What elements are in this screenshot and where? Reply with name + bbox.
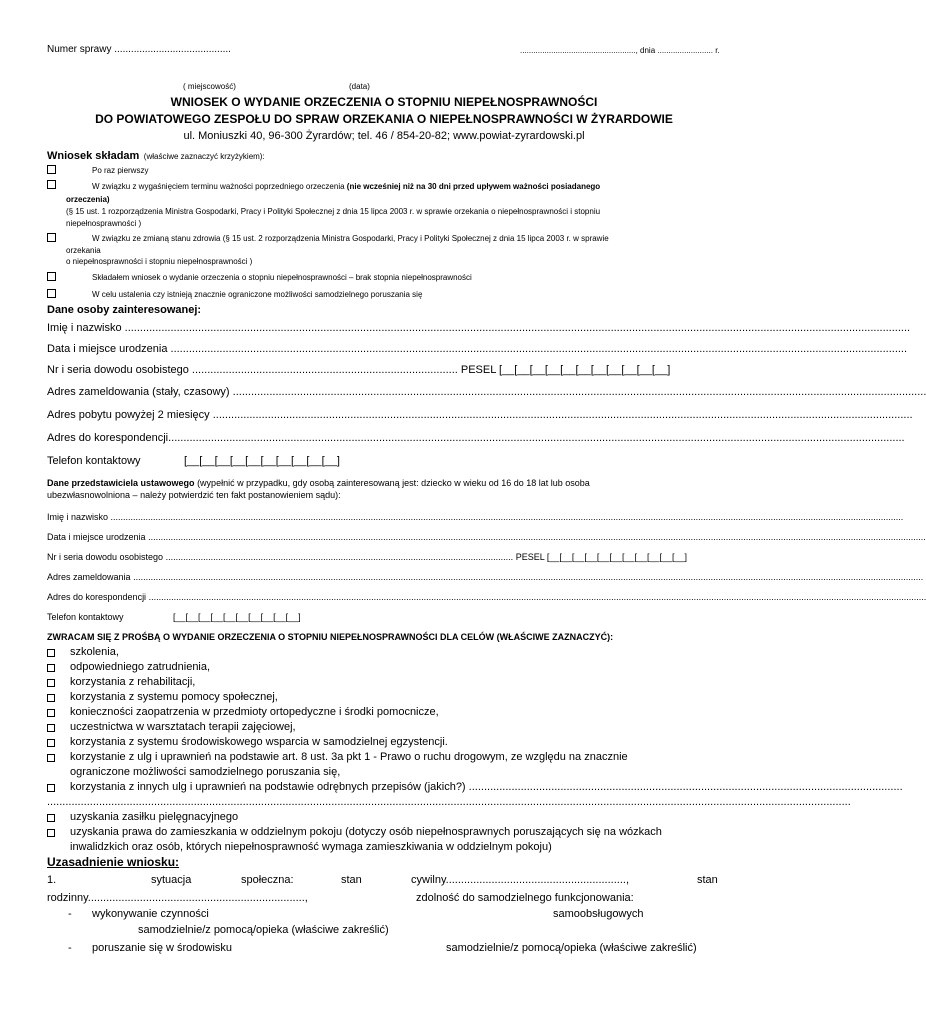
justification-word: społeczna: <box>241 874 294 886</box>
option-expiry-legal: (§ 15 ust. 1 rozporządzenia Ministra Gospodarki, Pracy i Polityki Społecznej z dnia 15 lipca 2003 r. w sprawie orzekania o niepełnosprawności i stopniu <box>66 207 601 216</box>
person-address-corr-row: Adres do korespondencji................................................................................................................................................................................................................................................. <box>47 432 905 444</box>
justification-number: 1. <box>47 874 57 886</box>
person-heading: Dane osoby zainteresowanej: <box>47 304 202 316</box>
person-birth-row: Data i miejsce urodzenia ................................................................................................................................................................................................................................................. <box>47 343 908 355</box>
purpose-other-field-cont[interactable]: ....................................................................................................................................................................................................................................................................... <box>47 796 851 808</box>
purpose-checkbox[interactable] <box>47 814 55 822</box>
person-id-field[interactable]: ....................................................................................... <box>191 364 458 376</box>
rep-pesel-field[interactable]: [__[__[__[__[__[__[__[__[__[__[__] <box>546 552 688 562</box>
justification-word: stan <box>341 874 362 886</box>
option-mobility-label: W celu ustalenia czy istnieją znacznie ograniczone możliwości samodzielnego poruszania się <box>92 290 423 299</box>
option-first-time-checkbox[interactable] <box>47 165 56 174</box>
purpose-checkbox[interactable] <box>47 709 55 717</box>
place-date-line: ...................................................., dnia ......................... r. <box>520 46 720 55</box>
person-address-reg-field[interactable]: ................................................................................................................................................................................................................................... <box>232 386 926 398</box>
rep-address-corr-row: Adres do korespondencji ....................................................................................................................................................................................................................................................................................................................... <box>47 592 926 602</box>
purpose-label: uczestnictwa w warsztatach terapii zajęciowej, <box>70 721 296 733</box>
family-status-row: rodzinny......................................................................., <box>47 892 308 904</box>
purpose-label: szkolenia, <box>70 646 119 658</box>
justification-word: stan <box>697 874 718 886</box>
date-caption: (data) <box>349 82 370 91</box>
dash-bullet: - <box>68 908 72 920</box>
purpose-label: konieczności zaopatrzenia w przedmioty ortopedyczne i środki pomocnicze, <box>70 706 439 718</box>
purpose-label: korzystania z systemu środowiskowego wsparcia w samodzielnej egzystencji. <box>70 736 448 748</box>
person-phone-row: Telefon kontaktowy <box>47 455 141 467</box>
purpose-label-cont: ograniczone możliwości samodzielnego poruszania się, <box>70 766 341 778</box>
activity-self-care-right: samoobsługowych <box>553 908 644 920</box>
rep-heading-note: ubezwłasnowolniona – należy potwierdzić ten fakt postanowieniem sądu): <box>47 490 341 500</box>
case-number-field[interactable]: .......................................... <box>114 44 231 55</box>
option-expiry-legal-cont: niepełnosprawności ) <box>66 219 142 228</box>
purpose-checkbox[interactable] <box>47 829 55 837</box>
person-birth-field[interactable]: ................................................................................................................................................................................................................................................. <box>170 343 908 355</box>
purpose-checkbox[interactable] <box>47 664 55 672</box>
rep-id-field[interactable]: ........................................................................................................................................... <box>165 552 514 562</box>
option-expiry-label: W związku z wygaśnięciem terminu ważności poprzedniego orzeczenia (nie wcześniej niż na 30 dni przed upływem ważności posiadanego <box>92 182 601 191</box>
activity-self-care-label: wykonywanie czynności <box>92 908 209 920</box>
purpose-checkbox[interactable] <box>47 724 55 732</box>
rep-name-field[interactable]: ............................................................................................................................................................................................................................................................................................................................. <box>110 512 904 522</box>
person-pesel-field[interactable]: [__[__[__[__[__[__[__[__[__[__[__] <box>499 364 671 376</box>
capacity-label: zdolność do samodzielnego funkcjonowania: <box>416 892 634 904</box>
dash-bullet: - <box>68 942 72 954</box>
person-address-corr-field[interactable]: ................................................................................................................................................................................................................................................. <box>168 432 905 444</box>
option-no-degree-label: Składałem wniosek o wydanie orzeczenia o stopniu niepełnosprawności – brak stopnia niepełnosprawności <box>92 273 472 282</box>
purpose-label: uzyskania prawa do zamieszkania w oddzielnym pokoju (dotyczy osób niepełnosprawnych poruszających się na wózkach <box>70 826 662 838</box>
office-address: ul. Moniuszki 40, 96-300 Żyrardów; tel. 46 / 854-20-82; www.powiat-zyrardowski.pl <box>183 130 585 142</box>
option-health-change-cont: orzekania <box>66 246 101 255</box>
justification-word: sytuacja <box>151 874 192 886</box>
rep-heading: Dane przedstawiciela ustawowego (wypełnić w przypadku, gdy osobą zainteresowaną jest: dziecko w wieku od 16 do 18 lat lub osoba <box>47 478 590 488</box>
marital-status-field[interactable]: ..........................................................., <box>445 874 630 886</box>
purpose-label: odpowiedniego zatrudnienia, <box>70 661 211 673</box>
form-title-line2: DO POWIATOWEGO ZESPOŁU DO SPRAW ORZEKANIA O NIEPEŁNOSPRAWNOŚCI W ŻYRARDOWIE <box>95 112 673 126</box>
rep-phone-field[interactable]: [__[__[__[__[__[__[__[__[__[__] <box>173 612 301 622</box>
rep-birth-field[interactable]: ....................................................................................................................................................................................................................................................................................................................... <box>148 532 926 542</box>
person-name-field[interactable]: ................................................................................................................................................................................................................................................................. <box>124 322 911 334</box>
purpose-label: korzystania z rehabilitacji, <box>70 676 196 688</box>
purpose-label-cont: inwalidzkich oraz osób, których niepełnosprawność wymaga zamieszkiwania w oddzielnym pokoju) <box>70 841 552 853</box>
family-status-field[interactable]: ......................................................................., <box>87 892 308 904</box>
rep-address-reg-field[interactable]: ............................................................................................................................................................................................................................................................................................................................ <box>133 572 924 582</box>
purpose-other-row: korzystania z innych ulg i uprawnień na podstawie odrębnych przepisów (jakich?) .............................................................................................................................................. <box>70 781 903 793</box>
rep-address-corr-field[interactable]: ....................................................................................................................................................................................................................................................................................................................... <box>148 592 926 602</box>
person-address-reg-row: Adres zameldowania (stały, czasowy) ................................................................................................................................................................................................................................... <box>47 386 926 398</box>
place-caption: ( miejscowość) <box>183 82 236 91</box>
purpose-checkbox[interactable] <box>47 739 55 747</box>
person-name-row: Imię i nazwisko ................................................................................................................................................................................................................................................................. <box>47 322 911 334</box>
activity-mobility-options[interactable]: samodzielnie/z pomocą/opieka (właściwe zakreślić) <box>446 942 697 954</box>
date-field[interactable]: ......................... <box>657 46 713 55</box>
purpose-other-field[interactable]: .............................................................................................................................................. <box>468 781 903 793</box>
form-title-line1: WNIOSEK O WYDANIE ORZECZENIA O STOPNIU NIEPEŁNOSPRAWNOŚCI <box>170 95 598 109</box>
rep-birth-row: Data i miejsce urodzenia ....................................................................................................................................................................................................................................................................................................................... <box>47 532 926 542</box>
justification-heading: Uzasadnienie wniosku: <box>47 855 180 869</box>
person-id-row: Nr i seria dowodu osobistego ....................................................................................... PESEL [__[__[__[__[__[__[__[__[__[__[__] <box>47 364 671 376</box>
marital-status-row: cywilny..........................................................., <box>411 874 630 886</box>
rep-phone-row: Telefon kontaktowy <box>47 612 124 622</box>
option-health-change-label: W związku ze zmianą stanu zdrowia (§ 15 ust. 2 rozporządzenia Ministra Gospodarki, Pracy i Polityki Społecznej z dnia 15 lipca 2003 r. w sprawie <box>92 234 609 243</box>
person-address-stay-row: Adres pobytu powyżej 2 miesięcy ..................................................................................................................................................................................................................................... <box>47 409 913 421</box>
case-number-label: Numer sprawy .......................................... <box>47 44 231 55</box>
option-health-change-cont2: o niepełnosprawności i stopniu niepełnosprawności ) <box>66 257 253 266</box>
purpose-checkbox[interactable] <box>47 649 55 657</box>
option-first-time-label: Po raz pierwszy <box>92 166 149 175</box>
purpose-label: korzystanie z ulg i uprawnień na podstawie art. 8 ust. 3a pkt 1 - Prawo o ruchu drogowym, ze względu na znacznie <box>70 751 628 763</box>
rep-address-reg-row: Adres zameldowania ............................................................................................................................................................................................................................................................................................................................ <box>47 572 924 582</box>
person-address-stay-field[interactable]: ..................................................................................................................................................................................................................................... <box>212 409 913 421</box>
purpose-checkbox[interactable] <box>47 694 55 702</box>
purpose-label: korzystania z systemu pomocy społecznej, <box>70 691 278 703</box>
purpose-checkbox[interactable] <box>47 679 55 687</box>
rep-id-row: Nr i seria dowodu osobistego ........................................................................................................................................... PESEL [__[__[__[__[__[__[__[__[__[__[__] <box>47 552 688 562</box>
place-field[interactable]: .................................................... <box>520 46 636 55</box>
option-no-degree-checkbox[interactable] <box>47 272 56 281</box>
option-expiry-bold-cont: orzeczenia) <box>66 195 110 204</box>
option-expiry-checkbox[interactable] <box>47 180 56 189</box>
rep-name-row: Imię i nazwisko ............................................................................................................................................................................................................................................................................................................................. <box>47 512 904 522</box>
option-mobility-checkbox[interactable] <box>47 289 56 298</box>
person-phone-field[interactable]: [__[__[__[__[__[__[__[__[__[__] <box>184 455 340 467</box>
option-health-change-checkbox[interactable] <box>47 233 56 242</box>
purpose-label: uzyskania zasiłku pielęgnacyjnego <box>70 811 239 823</box>
application-heading: Wniosek składam (właściwe zaznaczyć krzyżykiem): <box>47 150 265 162</box>
activity-self-care-options[interactable]: samodzielnie/z pomocą/opieka (właściwe zakreślić) <box>138 924 389 936</box>
purpose-checkbox[interactable] <box>47 754 55 762</box>
purposes-heading: ZWRACAM SIĘ Z PROŚBĄ O WYDANIE ORZECZENIA O STOPNIU NIEPEŁNOSPRAWNOŚCI DLA CELÓW (WŁAŚCIWE ZAZNACZYĆ): <box>47 632 614 642</box>
purpose-checkbox[interactable] <box>47 784 55 792</box>
activity-mobility-label: poruszanie się w środowisku <box>92 942 233 954</box>
